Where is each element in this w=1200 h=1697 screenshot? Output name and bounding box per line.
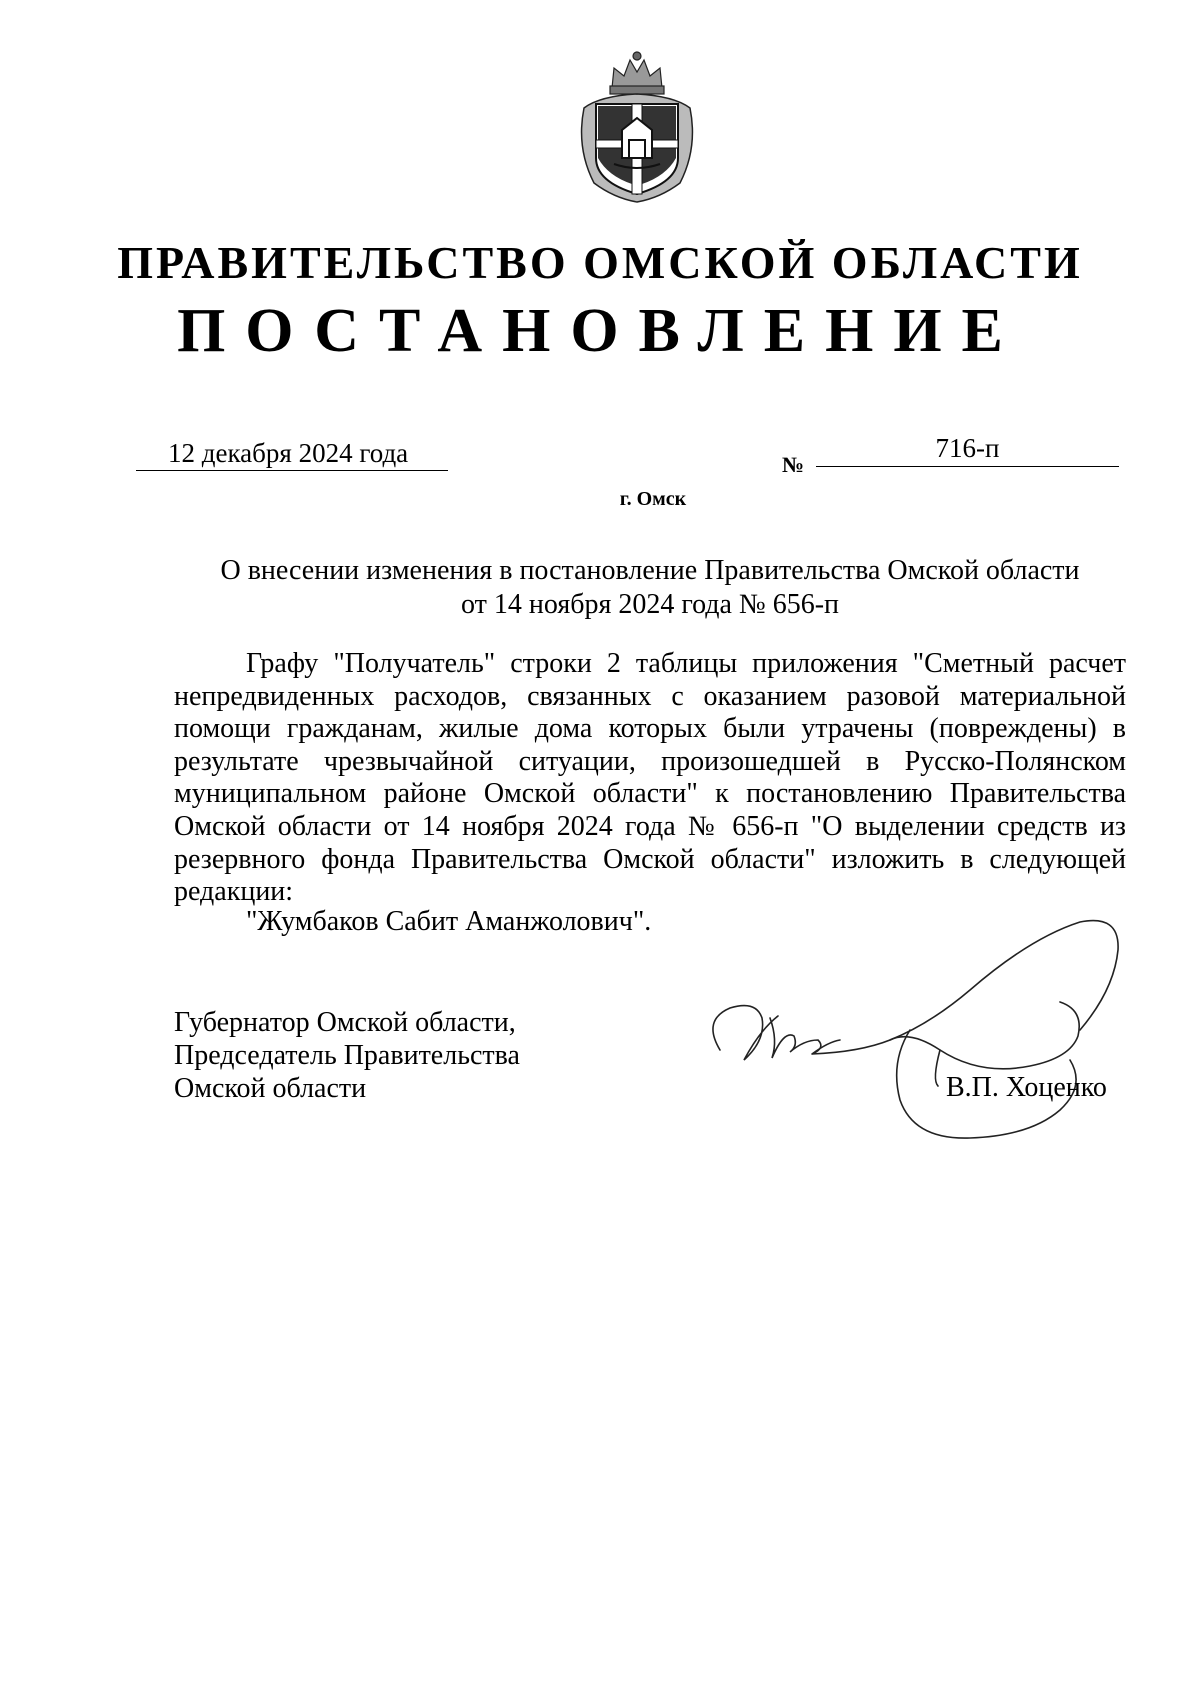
- position-line-2: Председатель Правительства: [174, 1040, 520, 1071]
- document-city: г. Омск: [619, 488, 687, 510]
- number-sign: №: [782, 452, 805, 477]
- document-date: 12 декабря 2024 года: [136, 436, 448, 471]
- body-paragraph: Графу "Получатель" строки 2 таблицы приложения "Сметный расчет непредвиденных расходов, связанных с оказанием разовой материальной помощи гражданам, жилые дома которых были утрачены (повреждены) в результате чрезвычайной ситуации, произошедшей в Русско-Полянском муниципальном районе Омской области" к постановлению Правительства Омской области от 14 ноября 2024 года № 656-п "О выделении средств из резервного фонда Правительства Омской области" изложить в следующей редакции:: [174, 648, 1126, 908]
- document-type: ПОСТАНОВЛЕНИЕ: [177, 297, 1023, 365]
- signatory-position: [174, 1006, 520, 1105]
- title-line-2: от 14 ноября 2024 года № 656-п: [461, 589, 839, 620]
- title-line-1: О внесении изменения в постановление Правительства Омской области: [220, 555, 1080, 586]
- new-recipient-value: "Жумбаков Сабит Аманжолович".: [246, 906, 652, 937]
- coat-of-arms-icon: [574, 48, 700, 204]
- handwritten-signature-icon: [700, 890, 1130, 1150]
- document-title: [174, 554, 1126, 622]
- position-line-3: Омской области: [174, 1073, 367, 1104]
- organization-name: ПРАВИТЕЛЬСТВО ОМСКОЙ ОБЛАСТИ: [117, 237, 1083, 288]
- position-line-1: Губернатор Омской области,: [174, 1007, 516, 1038]
- signatory-name: В.П. Хоценко: [946, 1072, 1107, 1103]
- document-number: 716-п: [816, 430, 1119, 467]
